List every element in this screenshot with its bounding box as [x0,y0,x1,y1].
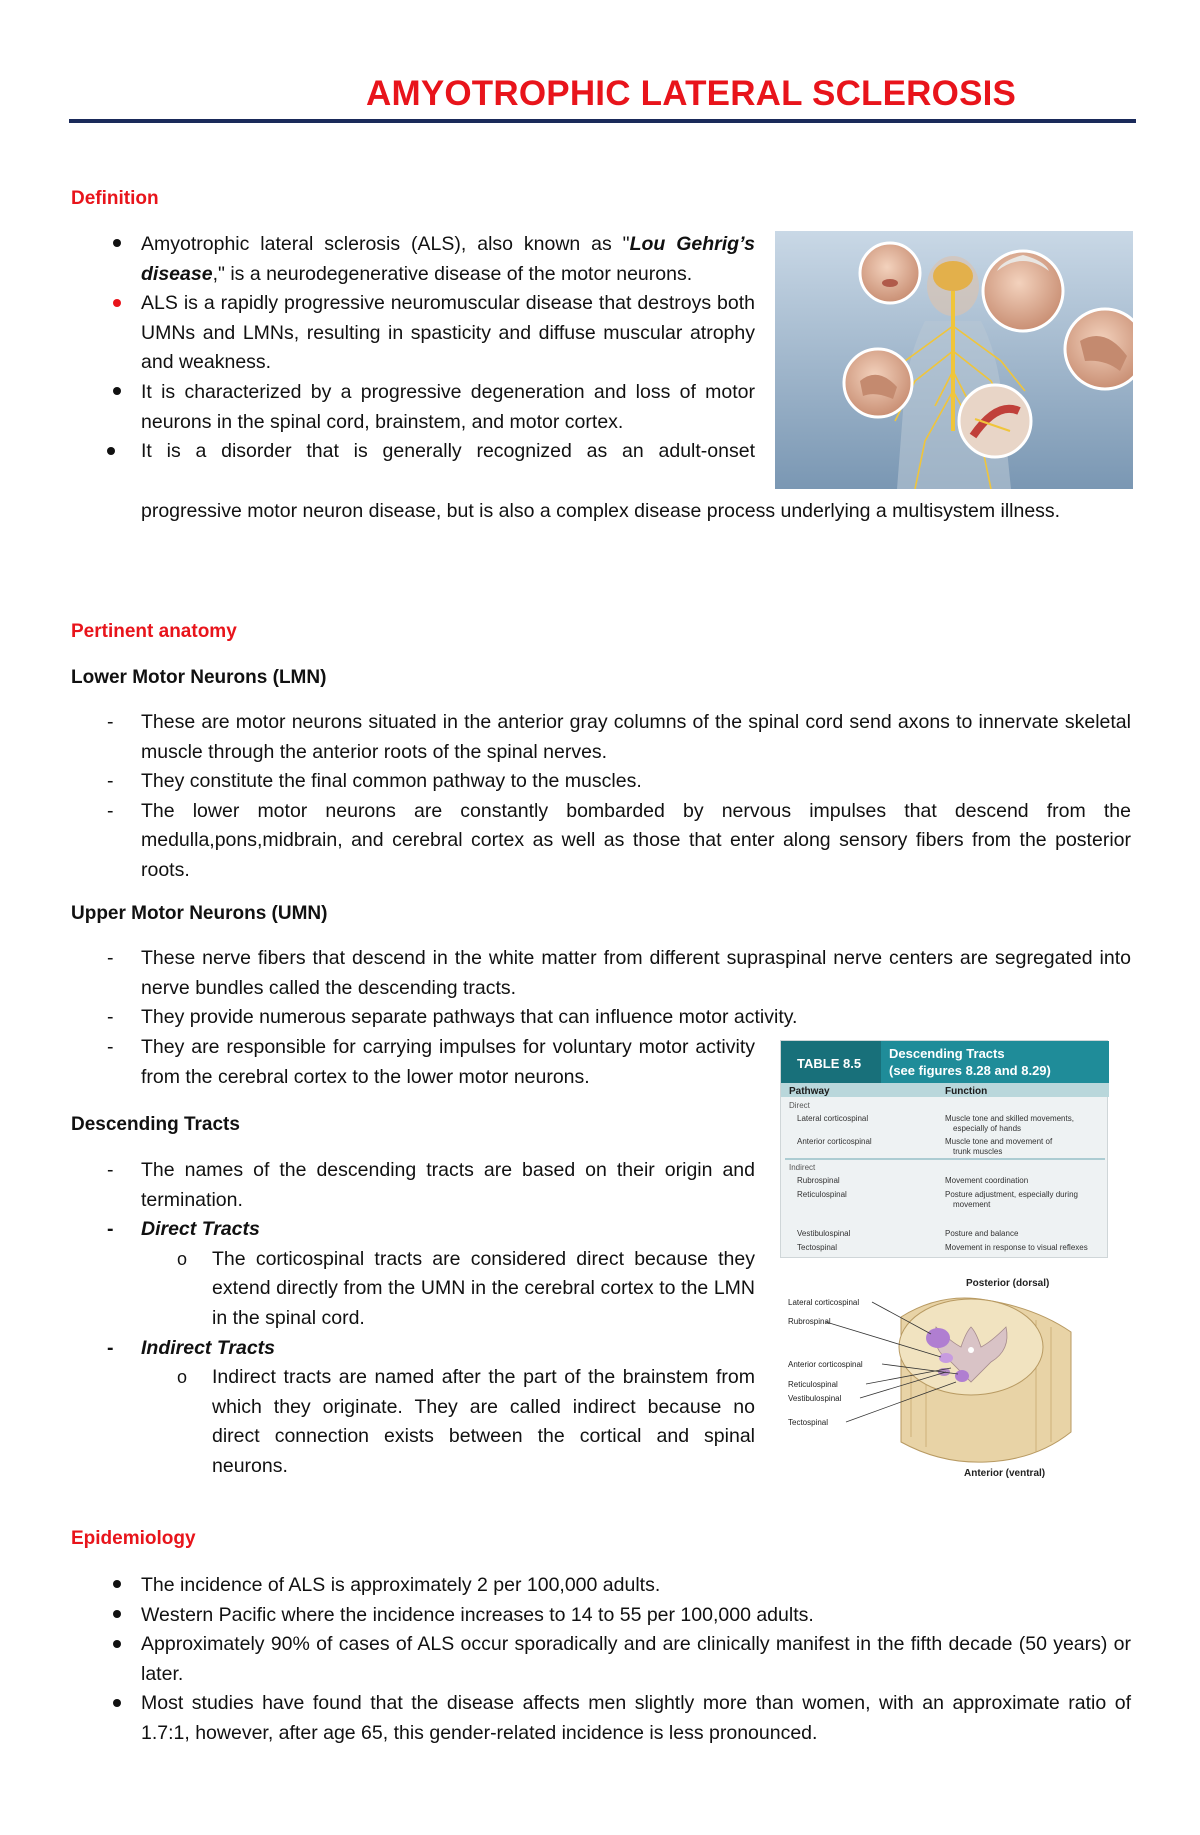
table-row-function: Posture adjustment, especially during [945,1190,1078,1199]
list-item [71,1689,1131,1748]
bullet-icon [107,1689,127,1719]
table-row-function-cont: movement [953,1200,991,1209]
tract-label-tectospinal: Tectospinal [788,1418,829,1427]
indirect-tracts-text: Indirect tracts are named after the part of the brainstem from which they originate. They are called indirect because no direct connection exists between the cortical and spinal neurons. [212,1366,755,1477]
dash-marker: - [107,770,114,793]
tracts-intro: The names of the descending tracts are based on their origin and termination. [141,1159,755,1211]
list-item [71,1630,1131,1689]
definition-bullet-4-a: It is a disorder that is generally recognized as an adult-onset [141,440,755,463]
lmn-item-1: These are motor neurons situated in the anterior gray columns of the spinal cord send axons to innervate skeletal muscle through the anterior roots of the spinal nerves. [141,711,1131,763]
epidemiology-heading: Epidemiology [71,1528,196,1549]
table-row-pathway: Anterior corticospinal [797,1137,872,1146]
bullet-icon [107,230,127,260]
tracts-top-label: Posterior (dorsal) [966,1278,1050,1289]
tract-label-lateral-corticospinal: Lateral corticospinal [788,1298,860,1307]
bullet-icon [107,289,127,319]
list-item [71,708,1131,767]
lmn-list [71,708,1131,886]
lmn-item-2: They constitute the final common pathway to the muscles. [141,770,642,793]
table-row-function: Posture and balance [945,1229,1019,1238]
list-item [71,230,755,289]
table-row-function: Muscle tone and skilled movements, [945,1114,1074,1123]
bullet-icon [107,1630,127,1660]
descending-tracts-heading: Descending Tracts [71,1114,240,1135]
definition-bullet-1-emph: Lou Gehrig’s disease [141,233,755,285]
list-item [71,1003,1131,1033]
table-col-function: Function [945,1086,988,1097]
definition-bullet-2: ALS is a rapidly progressive neuromuscular disease that destroys both UMNs and LMNs, resulting in spasticity and diffuse muscular atrophy and weakness. [141,292,755,374]
umn-list-continued [71,1033,755,1092]
dash-marker: - [107,1218,114,1241]
als-illustration [775,231,1133,489]
umn-item-2: They provide numerous separate pathways that can influence motor activity. [141,1006,798,1029]
descending-tracts-list [71,1156,755,1482]
definition-list [71,230,755,467]
umn-list [71,944,1131,1033]
circle-marker: o [177,1367,188,1388]
definition-bullet-4-continued: progressive motor neuron disease, but is also a complex disease process underlying a multisystem illness. [141,500,1061,522]
umn-item-3: They are responsible for carrying impulses for voluntary motor activity from the cerebral cortex to the lower motor neurons. [141,1036,755,1088]
table-row-pathway: Tectospinal [797,1243,838,1252]
anatomy-heading: Pertinent anatomy [71,621,237,642]
list-item [71,797,1131,886]
table-tag: TABLE 8.5 [797,1056,862,1071]
dash-marker: - [107,1036,114,1058]
table-col-pathway: Pathway [789,1086,830,1097]
list-item [71,1156,755,1215]
definition-bullet-1-post: ," is a neurodegenerative disease of the motor neurons. [212,262,693,285]
title-rule [69,119,1136,123]
circle-marker: o [177,1248,188,1269]
list-item [71,1601,1131,1631]
page-title: AMYOTROPHIC LATERAL SCLEROSIS [366,74,1017,113]
tract-label-anterior-corticospinal: Anterior corticospinal [788,1360,863,1369]
table-row-pathway: Lateral corticospinal [797,1114,869,1123]
dash-marker: - [107,1006,114,1029]
definition-bullet-3: It is characterized by a progressive degeneration and loss of motor neurons in the spinal cord, brainstem, and motor cortex. [141,380,755,433]
list-item [71,1363,755,1481]
spinal-tracts-figure [786,1272,1106,1480]
tract-label-reticulospinal: Reticulospinal [788,1380,838,1389]
list-item [71,944,1131,1003]
epidemiology-bullet-4: Most studies have found that the disease affects men slightly more than women, with an approximate ratio of 1.7:1, however, after age 65, this gender-related incidence is less pronounced. [141,1692,1131,1744]
lmn-item-3: The lower motor neurons are constantly bombarded by nervous impulses that descend from the medulla,pons,midbrain, and cerebral cortex as well as those that enter along sensory fibers from the posterior roots. [141,799,1131,881]
table-row-function: Muscle tone and movement of [945,1137,1053,1146]
epidemiology-bullet-3: Approximately 90% of cases of ALS occur sporadically and are clinically manifest in the fifth decade (50 years) or later. [141,1633,1131,1685]
bullet-icon [107,1601,127,1631]
dash-marker: - [107,711,114,733]
definition-heading: Definition [71,188,159,209]
indirect-tracts-label: Indirect Tracts [141,1336,276,1359]
bullet-icon [107,437,127,467]
bullet-icon [107,378,127,408]
table-title-1: Descending Tracts [889,1046,1005,1061]
umn-heading: Upper Motor Neurons (UMN) [71,903,328,924]
list-item [71,1215,755,1245]
definition-bullet-1-pre: Amyotrophic lateral sclerosis (ALS), also known as " [141,233,630,255]
tracts-bottom-label: Anterior (ventral) [964,1468,1046,1479]
direct-tracts-label: Direct Tracts [141,1218,260,1241]
list-item [71,1571,1131,1601]
list-item [71,289,755,378]
epidemiology-list [71,1571,1131,1749]
lmn-heading: Lower Motor Neurons (LMN) [71,667,327,688]
direct-tracts-text: The corticospinal tracts are considered direct because they extend directly from the UMN in the cerebral cortex to the LMN in the spinal cord. [212,1247,755,1329]
dash-marker: - [107,1159,114,1181]
table-row-function-cont: especially of hands [953,1124,1022,1133]
table-title-2: (see figures 8.28 and 8.29) [889,1063,1051,1078]
tract-label-vestibulospinal: Vestibulospinal [788,1394,842,1403]
descending-tracts-table [780,1040,1108,1258]
bullet-icon [107,1571,127,1601]
list-item [71,1334,755,1364]
table-row-function-cont: trunk muscles [953,1147,1003,1156]
table-row-pathway: Rubrospinal [797,1176,840,1185]
dash-marker: - [107,1336,114,1359]
list-item [71,437,755,467]
list-item [71,378,755,437]
table-row-function: Movement coordination [945,1176,1029,1185]
list-item [71,1033,755,1092]
umn-item-1: These nerve fibers that descend in the white matter from different supraspinal nerve centers are segregated into nerve bundles called the descending tracts. [141,947,1131,999]
table-row-pathway: Vestibulospinal [797,1229,851,1238]
list-item [71,767,1131,797]
table-group-indirect: Indirect [789,1163,816,1172]
table-group-direct: Direct [789,1101,810,1110]
epidemiology-bullet-2: Western Pacific where the incidence increases to 14 to 55 per 100,000 adults. [141,1603,814,1626]
list-item [71,1245,755,1334]
tract-label-rubrospinal: Rubrospinal [788,1317,831,1326]
dash-marker: - [107,947,114,969]
table-row-pathway: Reticulospinal [797,1190,847,1199]
dash-marker: - [107,799,114,822]
epidemiology-bullet-1: The incidence of ALS is approximately 2 per 100,000 adults. [141,1574,661,1596]
table-row-function: Movement in response to visual reflexes [945,1243,1088,1252]
